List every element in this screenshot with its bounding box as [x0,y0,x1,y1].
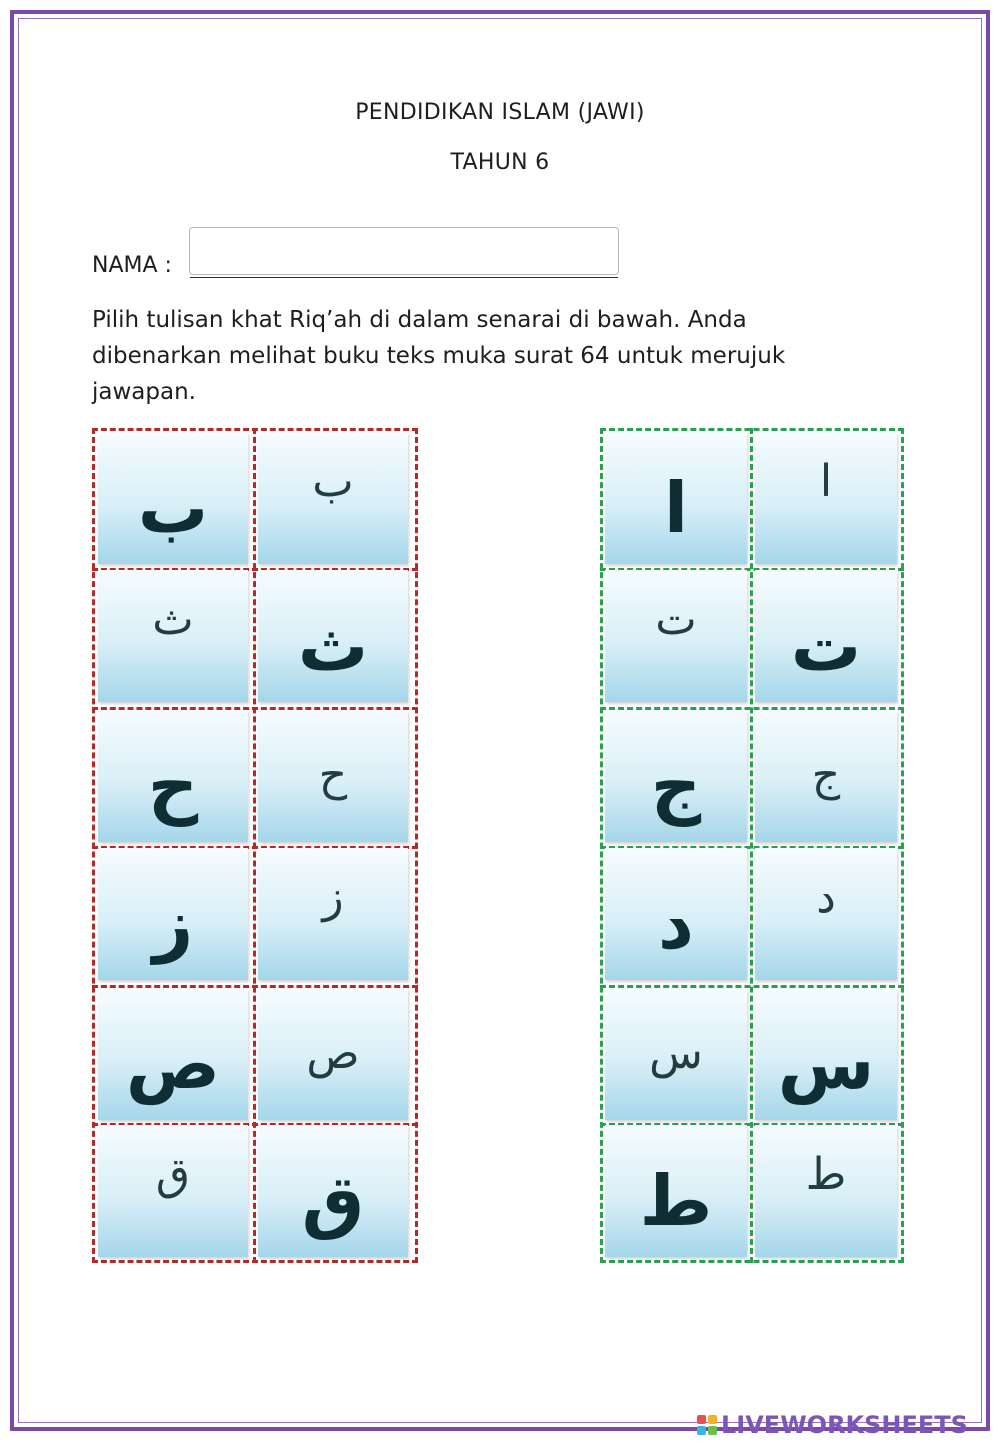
letter-glyph: ق [301,1160,365,1242]
right-letter-card[interactable] [755,848,897,980]
letter-glyph: ج [811,750,841,801]
letter-glyph: ا [819,456,833,507]
page-title: PENDIDIKAN ISLAM (JAWI) [355,100,645,125]
left-letter-card[interactable] [98,710,248,842]
left-letter-card[interactable] [258,1125,408,1257]
right-letter-card[interactable] [755,710,897,842]
name-label: NAMA : [92,253,172,278]
liveworksheets-logo-text: LIVEWORKSHEETS [721,1411,968,1439]
left-letter-card[interactable] [258,848,408,980]
letter-glyph: ت [790,605,862,687]
letter-glyph: د [658,883,694,965]
letter-glyph: ث [297,605,369,687]
letter-glyph: ث [152,594,194,645]
right-letter-card[interactable] [605,988,747,1120]
right-letter-card[interactable] [755,1125,897,1257]
letter-glyph: ا [664,467,688,549]
left-letter-card[interactable] [98,848,248,980]
letter-glyph: ص [306,1028,360,1079]
right-letter-card[interactable] [755,432,897,564]
letter-glyph: د [816,872,836,923]
right-letter-card[interactable] [605,432,747,564]
instructions-text: Pilih tulisan khat Riq’ah di dalam senarai di bawah. Anda dibenarkan melihat buku teks muka surat 64 untuk merujuk jawapan. [92,307,786,405]
letter-glyph: ت [655,594,697,645]
letter-glyph: ط [639,1160,713,1242]
right-letter-card[interactable] [605,848,747,980]
right-letter-card[interactable] [755,988,897,1120]
letter-glyph: ب [312,456,354,507]
right-letter-card[interactable] [605,1125,747,1257]
right-letter-card[interactable] [605,710,747,842]
liveworksheets-logo [697,1412,968,1438]
right-letter-card[interactable] [755,570,897,702]
letter-glyph: س [777,1023,875,1105]
letter-glyph: ز [152,883,194,965]
letter-glyph: ج [650,745,702,827]
letter-glyph: ز [322,872,344,923]
right-letter-card[interactable] [605,570,747,702]
left-letter-card[interactable] [98,432,248,564]
left-letter-card[interactable] [258,710,408,842]
liveworksheets-logo-icon [697,1415,717,1435]
page-subtitle: TAHUN 6 [450,150,550,175]
letter-glyph: ب [137,467,209,549]
name-underline [190,277,618,278]
name-input[interactable] [189,227,619,275]
letter-glyph: ح [147,745,199,827]
left-letter-card[interactable] [258,570,408,702]
letter-glyph: ص [125,1023,221,1105]
letter-glyph: ط [805,1149,847,1200]
left-letter-card[interactable] [258,988,408,1120]
letter-glyph: س [649,1028,703,1079]
left-letter-card[interactable] [98,570,248,702]
left-letter-card[interactable] [98,988,248,1120]
left-letter-card[interactable] [98,1125,248,1257]
letter-glyph: ق [155,1149,191,1200]
letter-glyph: ح [318,750,348,801]
left-letter-card[interactable] [258,432,408,564]
